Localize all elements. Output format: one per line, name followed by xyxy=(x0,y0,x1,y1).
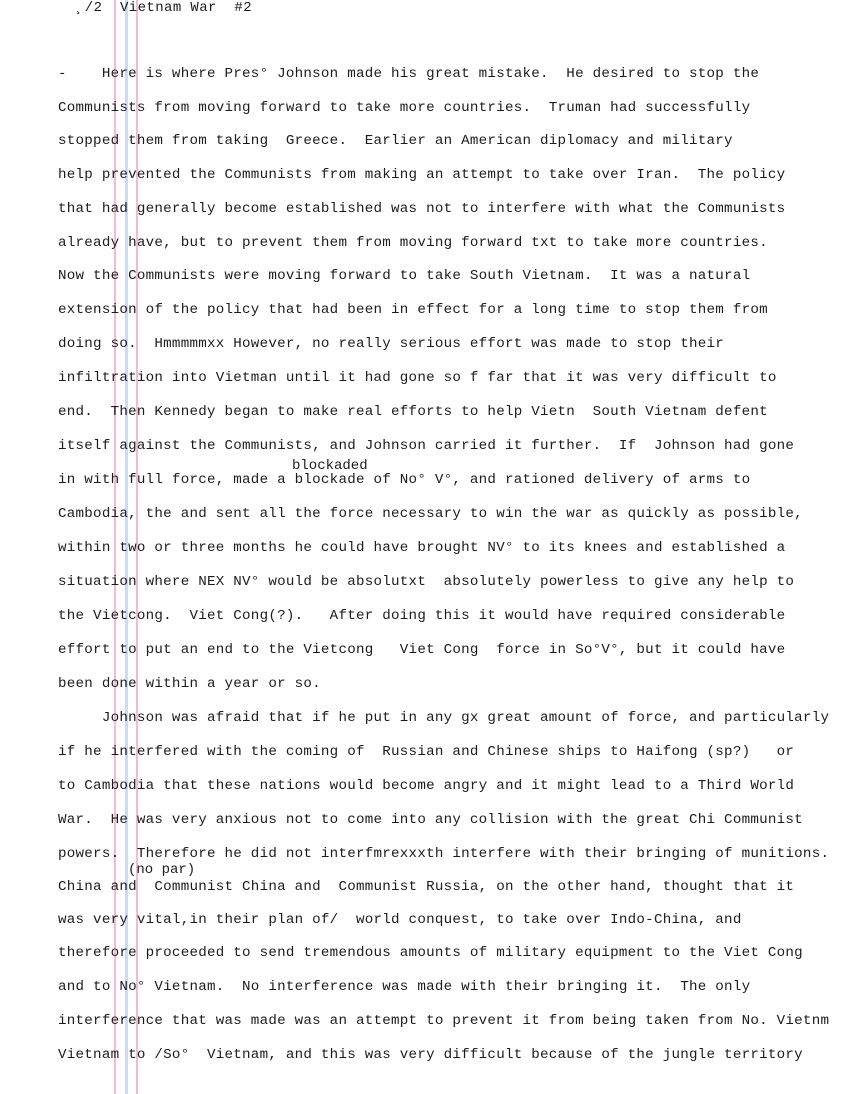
text-line: China and Communist China and Communist Russia, on the other hand, thought that it xyxy=(58,879,795,895)
text-line: if he interfered with the coming of Russian and Chinese ships to Haifong (sp?) or xyxy=(58,744,795,760)
text-line: Communists from moving forward to take more countries. Truman had successfully xyxy=(58,100,751,116)
text-line: been done within a year or so. xyxy=(58,676,321,692)
page-header: ¸/2 Vietnam War #2 xyxy=(76,0,253,16)
handwritten-note-no-par: (no par) xyxy=(128,862,196,878)
handwritten-note-blockaded: blockaded xyxy=(292,458,368,474)
text-line: War. He was very anxious not to come into any collision with the great Chi Communist xyxy=(58,812,803,828)
text-line: Vietnam to /So° Vietnam, and this was very difficult because of the jungle territory xyxy=(58,1047,803,1063)
text-line: itself against the Communists, and Johnson carried it further. If Johnson had gone xyxy=(58,438,795,454)
text-line: doing so. Hmmmmmxx However, no really serious effort was made to stop their xyxy=(58,336,725,352)
text-line: Cambodia, the and sent all the force necessary to win the war as quickly as possible, xyxy=(58,506,803,522)
text-line: to Cambodia that these nations would become angry and it might lead to a Third World xyxy=(58,778,795,794)
text-line: - Here is where Pres° Johnson made his great mistake. He desired to stop the xyxy=(58,66,760,82)
text-line: and to No° Vietnam. No interference was made with their bringing it. The only xyxy=(58,979,751,995)
text-line: extension of the policy that had been in effect for a long time to stop them from xyxy=(58,302,768,318)
text-line: interference that was made was an attempt to prevent it from being taken from No. Vietnm xyxy=(58,1013,830,1029)
text-line: stopped them from taking Greece. Earlier an American diplomacy and military xyxy=(58,133,733,149)
text-line: within two or three months he could have brought NV° to its knees and established a xyxy=(58,540,786,556)
text-line: Johnson was afraid that if he put in any gx great amount of force, and particularly xyxy=(58,710,830,726)
text-line: end. Then Kennedy began to make real efforts to help Vietn South Vietnam defent xyxy=(58,404,768,420)
text-line: already have, but to prevent them from moving forward txt to take more countries. xyxy=(58,235,768,251)
text-line: help prevented the Communists from making an attempt to take over Iran. The policy xyxy=(58,167,786,183)
text-line: infiltration into Vietman until it had gone so f far that it was very difficult to xyxy=(58,370,777,386)
text-line: Now the Communists were moving forward to take South Vietnam. It was a natural xyxy=(58,268,751,284)
text-line: powers. Therefore he did not interfmrexxxth interfere with their bringing of munitions. xyxy=(58,846,830,862)
text-line: effort to put an end to the Vietcong Viet Cong force in So°V°, but it could have xyxy=(58,642,786,658)
text-line: the Vietcong. Viet Cong(?). After doing this it would have required considerable xyxy=(58,608,786,624)
text-line: therefore proceeded to send tremendous amounts of military equipment to the Viet Cong xyxy=(58,945,803,961)
text-line: situation where NEX NV° would be absolutxt absolutely powerless to give any help to xyxy=(58,574,795,590)
text-line: that had generally become established was not to interfere with what the Communists xyxy=(58,201,786,217)
text-line: in with full force, made a blockade of No° V°, and rationed delivery of arms to xyxy=(58,472,751,488)
text-line: was very vital,in their plan of/ world conquest, to take over Indo-China, and xyxy=(58,912,742,928)
